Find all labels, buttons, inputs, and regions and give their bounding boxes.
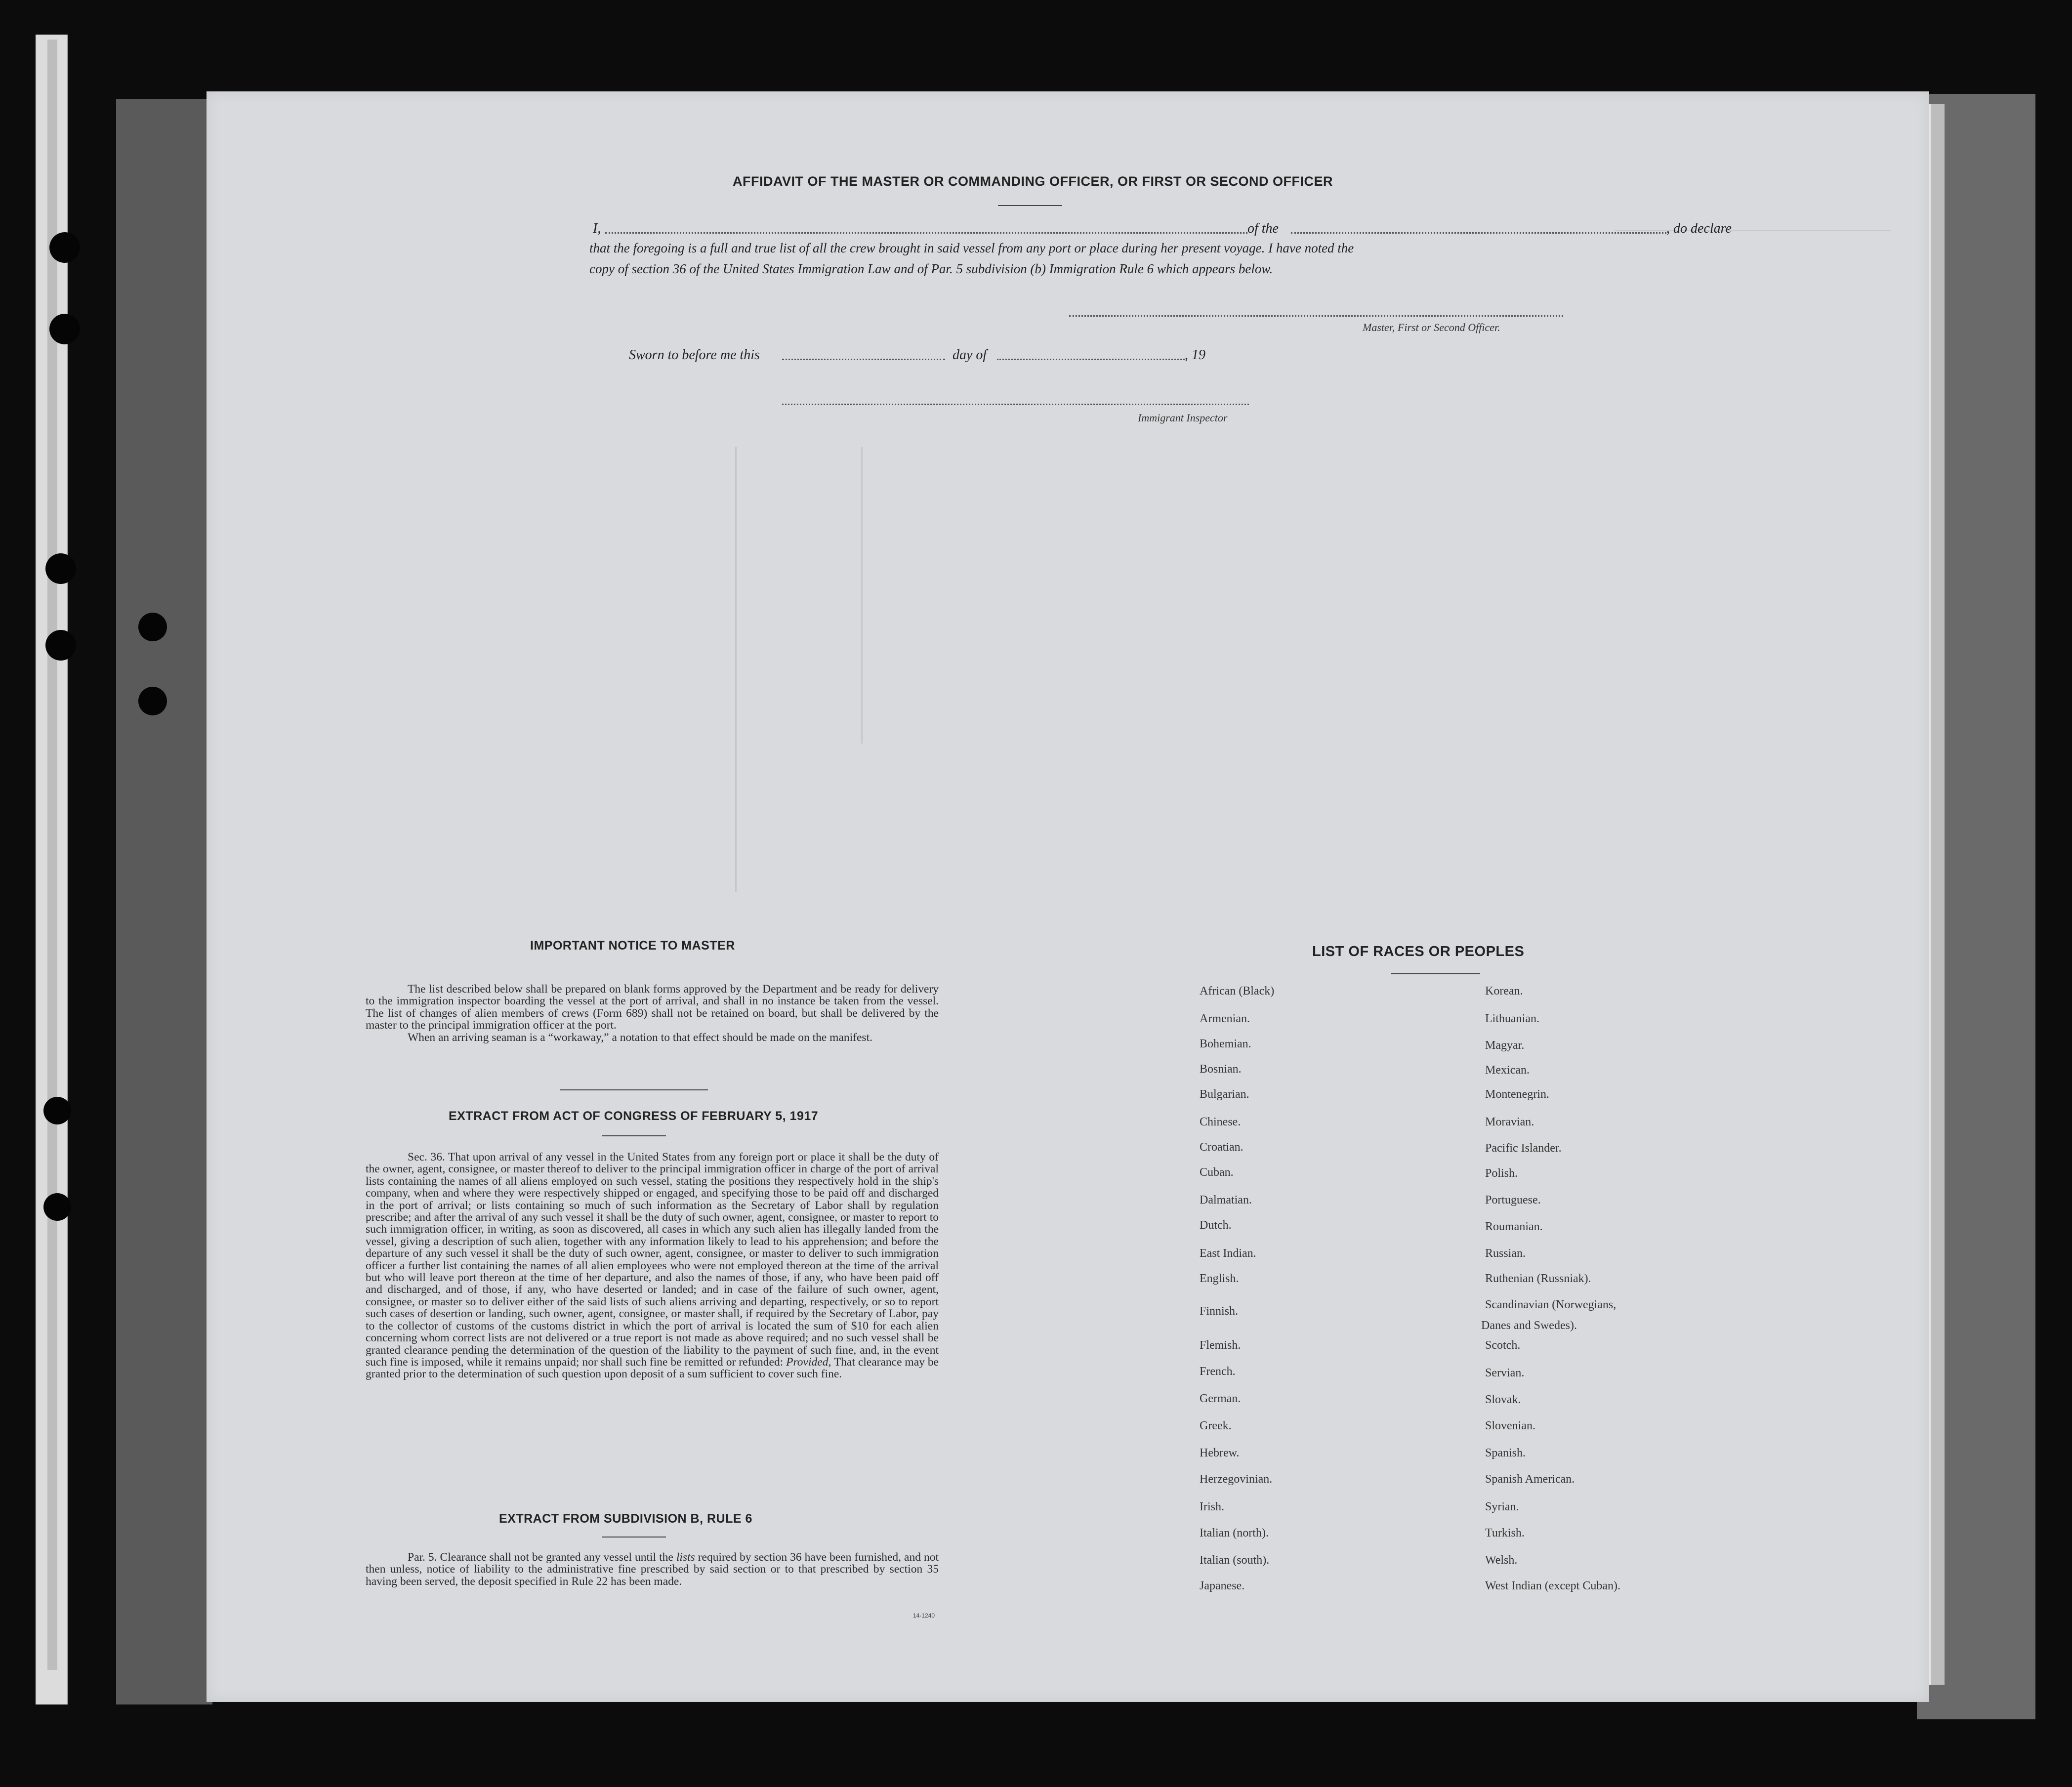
page-backing-left bbox=[116, 99, 212, 1704]
race-list-item: German. bbox=[1200, 1392, 1241, 1405]
bleed-through-rule bbox=[1615, 230, 1891, 231]
race-list-item: Herzegovinian. bbox=[1200, 1473, 1273, 1486]
binder-hole-icon bbox=[43, 1193, 71, 1221]
race-list-item: Dalmatian. bbox=[1200, 1194, 1252, 1206]
title-underline bbox=[998, 205, 1062, 206]
rule-title-underline bbox=[602, 1537, 666, 1538]
sworn-day-field[interactable] bbox=[782, 359, 945, 360]
rule-extract-title: EXTRACT FROM SUBDIVISION B, RULE 6 bbox=[499, 1512, 752, 1526]
act-title-underline bbox=[602, 1135, 666, 1136]
inspector-signature-field[interactable] bbox=[782, 404, 1249, 405]
section-divider bbox=[560, 1089, 708, 1090]
binder-hole-icon bbox=[45, 630, 76, 661]
race-list-item: Chinese. bbox=[1200, 1116, 1241, 1128]
section-label: Sec. 36. bbox=[408, 1151, 445, 1164]
race-list-item: Servian. bbox=[1485, 1367, 1525, 1379]
notice-title: IMPORTANT NOTICE TO MASTER bbox=[530, 939, 735, 953]
day-of-label: day of bbox=[953, 347, 987, 363]
race-list-item: Ruthenian (Russniak). bbox=[1485, 1272, 1591, 1285]
race-list-item: Korean. bbox=[1485, 985, 1523, 997]
bleed-through-rule bbox=[861, 447, 863, 744]
section-body: That upon arrival of any vessel in the United States from any foreign port or place it shall be the duty of the owner, agent, consignee, or master thereof to deliver to the principal immigration officer in charge of the port of arrival lists containing the names of all aliens employed on such vessel, stating the positions they respectively hold in the ship's company, when and where they were respectively shipped or engaged, and specifying those to be paid off and discharged in the port of arrival; or lists containing so much of such information as the Secretary of Labor shall by regulation prescribe; and after the arrival of any such vessel it shall be the duty of such owner, agent, consignee, or master to report to such immigration officer, in writing, as soon as discovered, all cases in which any such alien has illegally landed from the vessel, giving a description of such alien, together with any information likely to lead to his apprehension; and before the departure of any such vessel it shall be the duty of such owner, agent, consignee, or master to deliver to such immigration officer a further list containing the names of all alien employees who were not employed thereon at the time of the arrival but who will leave port thereon at the time of her departure, and also the names of those, if any, who have been paid off and discharged, and of those, if any, who have deserted or landed; and in case of the failure of such owner, agent, consignee, or master so to deliver either of the said lists of such aliens arriving and departing, respectively, or so to report such cases of desertion or landing, such owner, agent, consignee, or master shall, if required by the Secretary of Labor, pay to the collector of customs of the customs district in which the port of arrival is located the sum of $10 for each alien concerning whom correct lists are not delivered or a true report is not made as above required; and no such vessel shall be granted clearance pending the determination of the question of the liability to the payment of such fine, and, in the event such fine is imposed, while it remains unpaid; nor shall such fine be remitted or refunded: bbox=[366, 1151, 939, 1369]
lists-word: lists bbox=[676, 1551, 695, 1564]
race-list-item: Mexican. bbox=[1485, 1064, 1530, 1077]
race-list-item: Italian (north). bbox=[1200, 1527, 1269, 1539]
bleed-through-rule bbox=[735, 447, 737, 892]
race-list-item: Scotch. bbox=[1485, 1339, 1521, 1352]
race-list-item: Turkish. bbox=[1485, 1527, 1525, 1539]
race-list-item: Spanish. bbox=[1485, 1447, 1526, 1459]
race-list-item: Cuban. bbox=[1200, 1166, 1234, 1179]
races-title-underline bbox=[1391, 973, 1480, 974]
act-extract-title: EXTRACT FROM ACT OF CONGRESS OF FEBRUARY 5, 1917 bbox=[449, 1109, 819, 1123]
race-list-item: Pacific Islander. bbox=[1485, 1142, 1562, 1155]
race-list-item: Magyar. bbox=[1485, 1039, 1525, 1052]
race-list-item: Slovak. bbox=[1485, 1393, 1521, 1406]
sworn-month-field[interactable] bbox=[997, 359, 1185, 360]
race-list-item: Lithuanian. bbox=[1485, 1012, 1539, 1025]
master-signature-field[interactable] bbox=[1069, 315, 1563, 317]
vessel-name-field[interactable] bbox=[1291, 232, 1666, 234]
notice-paragraph-2: When an arriving seaman is a “workaway,” a notation to that effect should be made on the manifest. bbox=[408, 1031, 872, 1044]
affidavit-line-3: copy of section 36 of the United States Immigration Law and of Par. 5 subdivision (b) Immigration Rule 6 which appears below. bbox=[589, 261, 1273, 276]
race-list-item: Roumanian. bbox=[1485, 1220, 1543, 1233]
section-body-end: That clearance may be granted prior to the determination of such question upon deposit of a sum sufficient to cover such fine. bbox=[366, 1355, 939, 1381]
race-list-item: English. bbox=[1200, 1272, 1239, 1285]
race-list-item: African (Black) bbox=[1200, 985, 1275, 997]
race-list-item: Polish. bbox=[1485, 1167, 1518, 1180]
race-list-item: Russian. bbox=[1485, 1247, 1526, 1260]
notice-paragraph-1: The list described below shall be prepared on blank forms approved by the Department and be ready for delivery to the immigration inspector boarding the vessel at the port of arrival, and shall in no instance be taken from the vessel. The list of changes of alien members of crews (Form 689) shall not be retained on board, but shall be delivered by the master to the principal immigration officer at the port. bbox=[366, 983, 939, 1032]
binder-hole-icon bbox=[43, 1097, 71, 1124]
vessel-label: of the bbox=[1247, 221, 1279, 236]
provided-word: Provided, bbox=[786, 1355, 831, 1369]
race-list-item: Slovenian. bbox=[1485, 1419, 1535, 1432]
binder-hole-icon bbox=[49, 232, 80, 263]
form-number: 14-1240 bbox=[913, 1612, 935, 1619]
race-list-item: Bohemian. bbox=[1200, 1038, 1251, 1050]
binder-hole-icon bbox=[138, 613, 167, 641]
declarant-name-field[interactable] bbox=[605, 232, 1247, 234]
race-list-item: Irish. bbox=[1200, 1500, 1224, 1513]
rule-body-start: Par. 5. Clearance shall not be granted any vessel until the bbox=[408, 1551, 676, 1564]
race-list-item: Italian (south). bbox=[1200, 1554, 1270, 1567]
binder-hole-icon bbox=[49, 314, 80, 344]
race-list-item: Finnish. bbox=[1200, 1305, 1239, 1318]
affidavit-line-2: that the foregoing is a full and true list of all the crew brought in said vessel from any port or place during her present voyage. I have noted the bbox=[589, 241, 1354, 255]
race-list-item: Flemish. bbox=[1200, 1339, 1241, 1352]
race-list-item: Japanese. bbox=[1200, 1579, 1245, 1592]
race-list-item: French. bbox=[1200, 1365, 1236, 1378]
year-label: , 19 bbox=[1185, 347, 1205, 363]
form-page bbox=[207, 91, 1929, 1702]
race-list-item: Portuguese. bbox=[1485, 1194, 1541, 1206]
binder-hole-icon bbox=[138, 687, 167, 715]
race-list-item: Scandinavian (Norwegians, bbox=[1485, 1298, 1616, 1311]
rule-paragraph bbox=[366, 1551, 939, 1587]
rule-body-end: required by section 36 have been furnished, and not then unless, notice of liability to the administrative fine prescribed by said section or to that prescribed by section 35 having been served, the deposit specified in Rule 22 has been made. bbox=[366, 1551, 939, 1588]
master-signature-caption: Master, First or Second Officer. bbox=[1363, 321, 1500, 333]
race-list-item: Croatian. bbox=[1200, 1141, 1243, 1154]
inspector-caption: Immigrant Inspector bbox=[1138, 412, 1228, 424]
race-list-item: Moravian. bbox=[1485, 1116, 1534, 1128]
race-list-item: East Indian. bbox=[1200, 1247, 1256, 1260]
race-list-item: Hebrew. bbox=[1200, 1447, 1240, 1459]
race-scandinavian-continued: Danes and Swedes). bbox=[1481, 1319, 1577, 1332]
sworn-label: Sworn to before me this bbox=[629, 347, 760, 363]
race-list-item: Greek. bbox=[1200, 1419, 1232, 1432]
race-list-item: Bulgarian. bbox=[1200, 1088, 1249, 1101]
race-list-item: Dutch. bbox=[1200, 1219, 1232, 1232]
race-list-item: Montenegrin. bbox=[1485, 1088, 1549, 1101]
race-list-item: Armenian. bbox=[1200, 1012, 1250, 1025]
binder-hole-icon bbox=[45, 553, 76, 584]
binder-strip-edge bbox=[47, 40, 57, 1670]
race-list-item: Spanish American. bbox=[1485, 1473, 1575, 1486]
page-edge-right bbox=[1929, 104, 1945, 1685]
declarant-label: I, bbox=[593, 221, 601, 236]
race-list-item: Welsh. bbox=[1485, 1554, 1518, 1567]
race-list-item: Bosnian. bbox=[1200, 1063, 1242, 1076]
declare-text: , do declare bbox=[1666, 221, 1732, 236]
act-section-36-text bbox=[366, 1151, 939, 1380]
races-title: LIST OF RACES OR PEOPLES bbox=[1312, 944, 1525, 959]
affidavit-title: AFFIDAVIT OF THE MASTER OR COMMANDING OFFICER, OR FIRST OR SECOND OFFICER bbox=[733, 174, 1333, 189]
race-list-item: Syrian. bbox=[1485, 1500, 1519, 1513]
race-list-item: West Indian (except Cuban). bbox=[1485, 1579, 1620, 1592]
